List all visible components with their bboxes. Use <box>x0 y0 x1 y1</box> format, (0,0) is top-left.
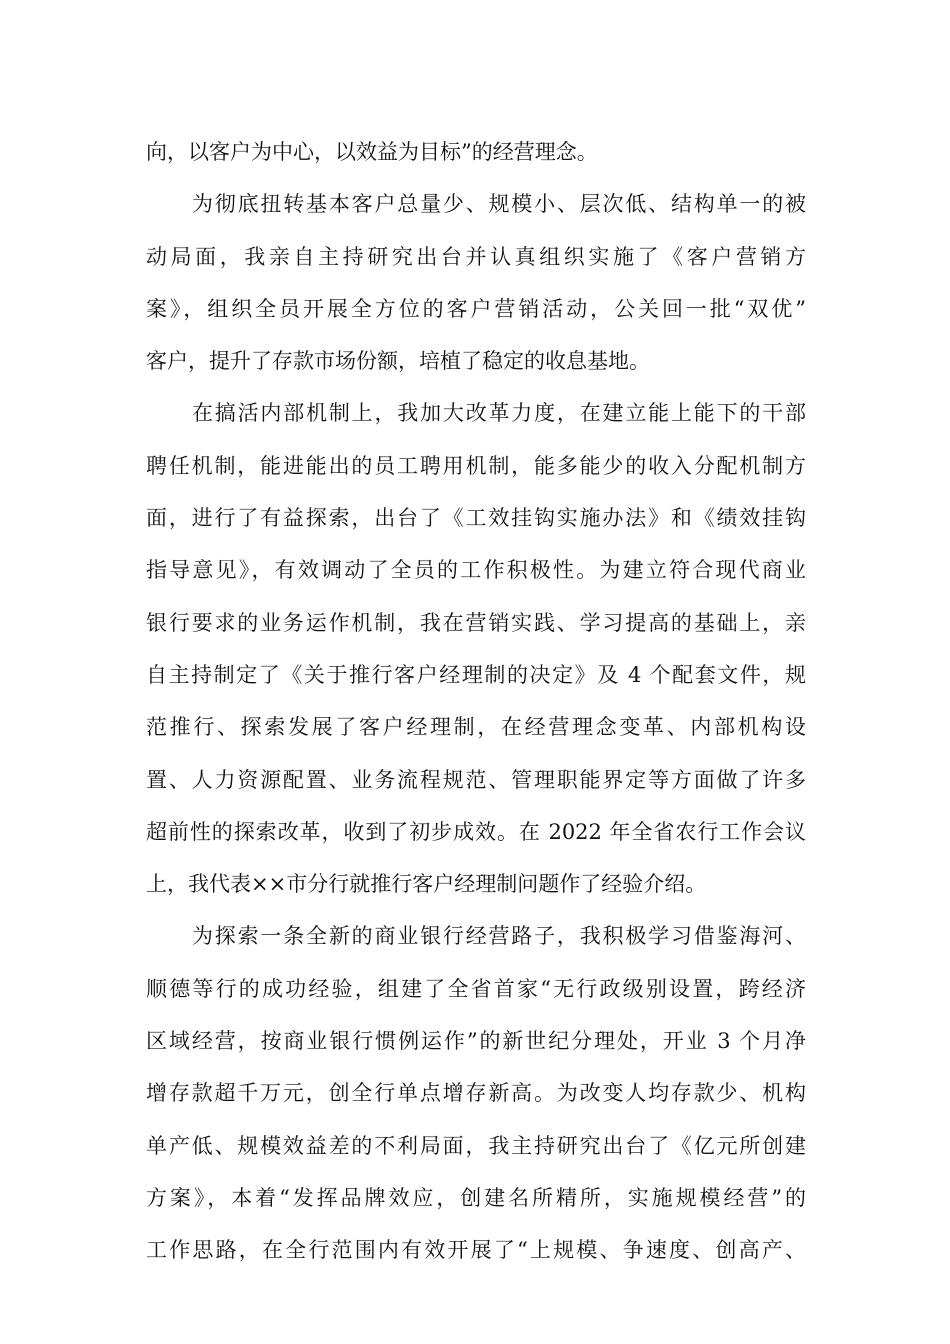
text-line: 上，我代表××市分行就推行客户经理制问题作了经验介绍。 <box>146 872 707 897</box>
text-line: 区域经营，按商业银行惯例运作”的新世纪分理处，开业 3 个月净 <box>146 1029 806 1054</box>
text-line: 超前性的探索改革，收到了初步成效。在 2022 年全省农行工作会议 <box>146 819 806 844</box>
text-line: 工作思路，在全行范围内有效开展了“上规模、争速度、创高产、 <box>146 1238 806 1263</box>
text-line: 顺德等行的成功经验，组建了全省首家“无行政级别设置，跨经济 <box>146 976 806 1001</box>
text-line: 向，以客户为中心，以效益为目标”的经营理念。 <box>146 140 598 164</box>
paragraph-first-line: 在搞活内部机制上，我加大改革力度，在建立能上能下的干部 <box>192 401 806 426</box>
text-line: 置、人力资源配置、业务流程规范、管理职能界定等方面做了许多 <box>146 767 806 792</box>
text-line: 聘任机制，能进能出的员工聘用机制，能多能少的收入分配机制方 <box>146 453 806 478</box>
text-line: 指导意见》，有效调动了全员的工作积极性。为建立符合现代商业 <box>146 558 806 583</box>
text-line: 范推行、探索发展了客户经理制，在经营理念变革、内部机构设 <box>146 715 806 740</box>
text-line: 案》，组织全员开展全方位的客户营销活动，公关回一批“双优” <box>146 296 806 321</box>
text-line: 单产低、规模效益差的不利局面，我主持研究出台了《亿元所创建 <box>146 1133 806 1158</box>
text-line: 面，进行了有益探索，出台了《工效挂钩实施办法》和《绩效挂钩 <box>146 506 806 531</box>
paragraph-first-line: 为探索一条全新的商业银行经营路子，我积极学习借鉴海河、 <box>192 924 806 949</box>
text-line: 方案》，本着“发挥品牌效应，创建名所精所，实施规模经营”的 <box>146 1185 806 1210</box>
text-line: 自主持制定了《关于推行客户经理制的决定》及 4 个配套文件，规 <box>146 662 806 687</box>
body-text <box>146 126 806 1277</box>
paragraph-first-line: 为彻底扭转基本客户总量少、规模小、层次低、结构单一的被 <box>192 192 806 217</box>
text-line: 增存款超千万元，创全行单点增存新高。为改变人均存款少、机构 <box>146 1081 806 1106</box>
text-line: 动局面，我亲自主持研究出台并认真组织实施了《客户营销方 <box>146 244 806 269</box>
text-line: 客户，提升了存款市场份额，培植了稳定的收息基地。 <box>146 349 650 374</box>
text-line: 银行要求的业务运作机制，我在营销实践、学习提高的基础上，亲 <box>146 610 806 635</box>
